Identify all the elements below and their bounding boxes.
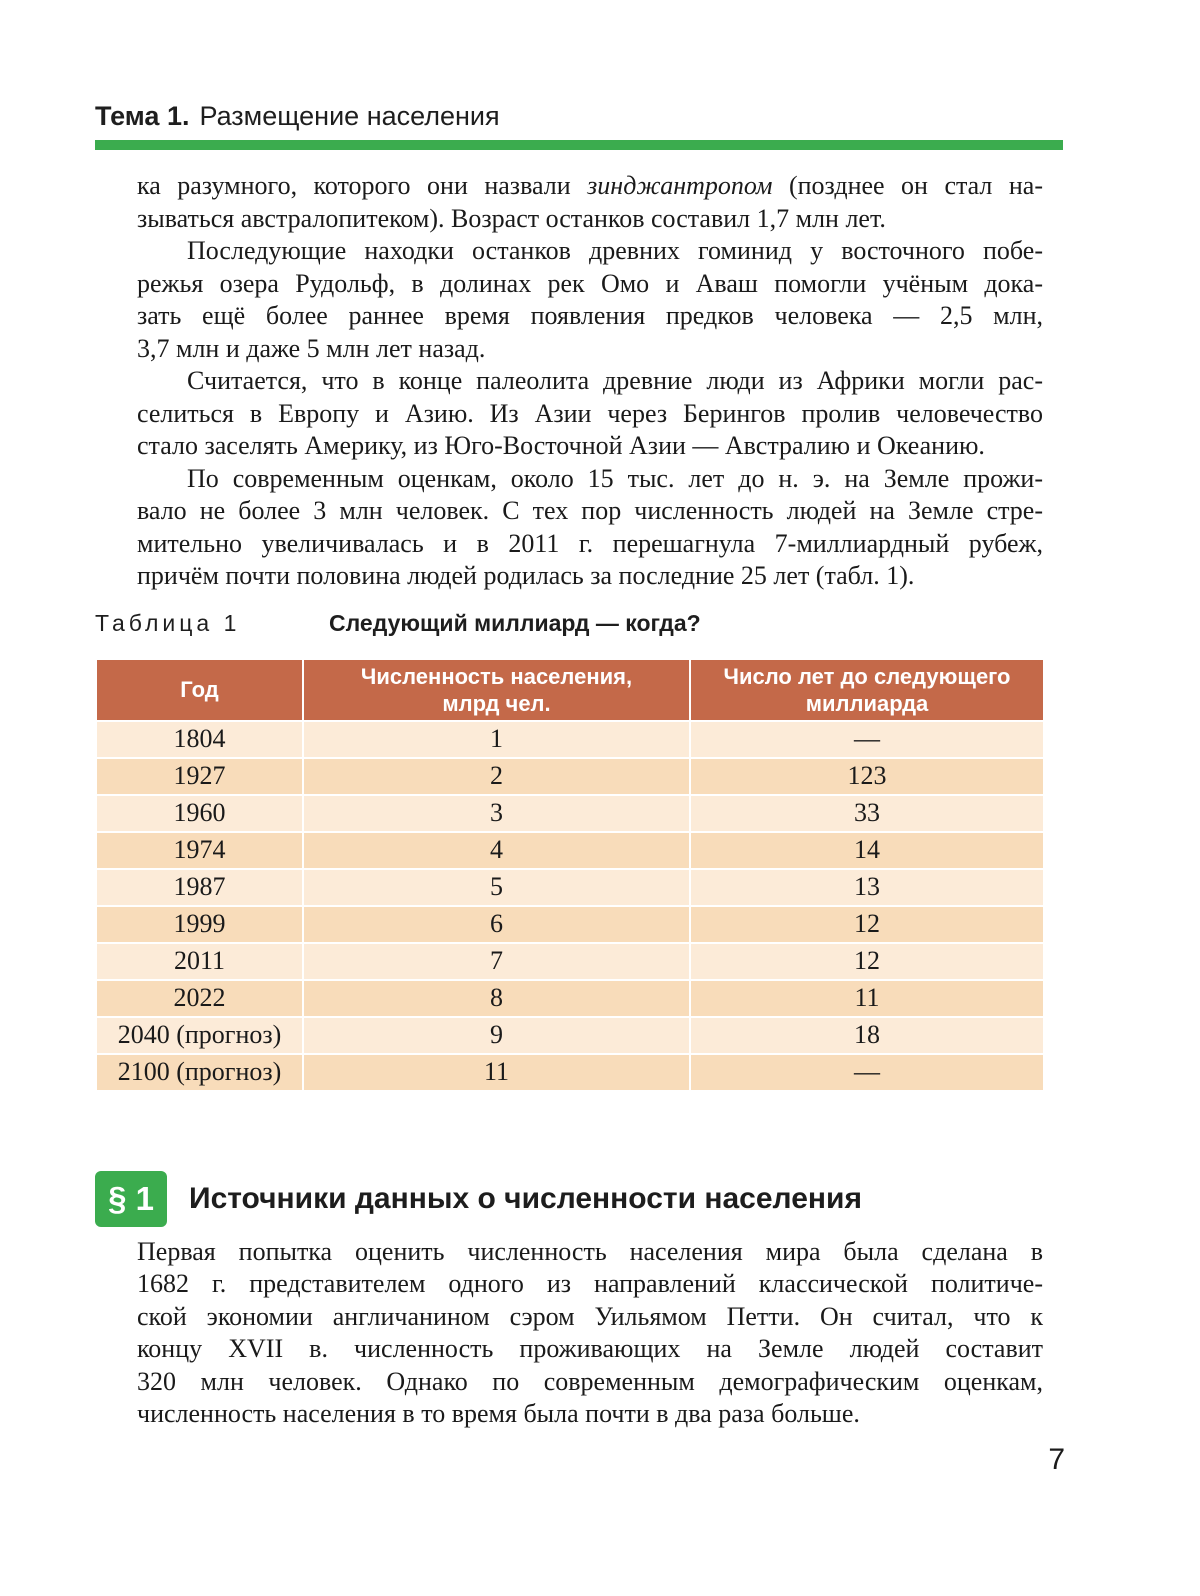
- text-segment: ской экономии англичанином сэром Уильямом Петти. Он считал, что к: [137, 1301, 1043, 1331]
- text-line: [137, 560, 1043, 593]
- text-segment: 3,7 млн и даже 5 млн лет назад.: [137, 333, 486, 363]
- text-line: [137, 333, 1043, 366]
- text-line: [137, 1268, 1043, 1301]
- text-segment: режья озера Рудольф, в долинах рек Омо и Аваш помогли учёным дока-: [137, 268, 1043, 298]
- topic-label: Тема 1.: [95, 101, 190, 131]
- year-cell: 2022: [96, 980, 303, 1017]
- population-cell: 7: [303, 943, 690, 980]
- years-to-next-cell: 12: [690, 906, 1044, 943]
- column-header-line: Число лет до следующего: [723, 663, 1011, 689]
- paragraph: [137, 365, 1043, 463]
- table-column-header: [303, 659, 690, 721]
- paragraph: [137, 1236, 1043, 1431]
- text-segment: Последующие находки останков древних гоминид у восточного побе-: [187, 236, 1043, 265]
- text-line: [137, 203, 1043, 236]
- text-segment: 1682 г. представителем одного из направлений классической политиче-: [137, 1269, 1043, 1298]
- years-to-next-cell: 123: [690, 758, 1044, 795]
- year-cell: 2040 (прогноз): [96, 1017, 303, 1054]
- table-row: [96, 869, 1044, 906]
- text-line: [137, 235, 1043, 268]
- population-cell: 8: [303, 980, 690, 1017]
- population-cell: 11: [303, 1054, 690, 1091]
- year-cell: 1999: [96, 906, 303, 943]
- table-row: [96, 980, 1044, 1017]
- table-body: [96, 721, 1044, 1091]
- column-header-line: млрд чел.: [442, 690, 551, 716]
- text-line: [137, 1236, 1043, 1269]
- text-line: [137, 1398, 1043, 1431]
- section-marker-badge: § 1: [95, 1171, 167, 1227]
- text-line: [137, 1333, 1043, 1366]
- table-row: [96, 721, 1044, 758]
- table-header-row: [96, 659, 1044, 721]
- population-cell: 2: [303, 758, 690, 795]
- years-to-next-cell: 13: [690, 869, 1044, 906]
- text-segment: Считается, что в конце палеолита древние люди из Африки могли рас-: [187, 366, 1043, 395]
- text-line: [137, 170, 1043, 203]
- text-line: [137, 398, 1043, 431]
- population-cell: 9: [303, 1017, 690, 1054]
- population-cell: 3: [303, 795, 690, 832]
- table-caption-title: Следующий миллиард — когда?: [329, 609, 701, 636]
- table-row: [96, 832, 1044, 869]
- text-line: [137, 365, 1043, 398]
- italic-term: зинджантропом: [587, 171, 773, 200]
- population-cell: 1: [303, 721, 690, 758]
- years-to-next-cell: —: [690, 721, 1044, 758]
- text-segment: селиться в Европу и Азию. Из Азии через Берингов пролив человечество: [137, 398, 1043, 428]
- paragraph: [137, 235, 1043, 365]
- years-to-next-cell: 18: [690, 1017, 1044, 1054]
- population-cell: 6: [303, 906, 690, 943]
- text-segment: 320 млн человек. Однако по современным демографическим оценкам,: [137, 1366, 1043, 1396]
- text-segment: (позднее он стал на-: [772, 171, 1043, 200]
- text-line: [137, 463, 1043, 496]
- text-segment: причём почти половина людей родилась за последние 25 лет (табл. 1).: [137, 561, 915, 590]
- text-segment: зать ещё более раннее время появления предков человека — 2,5 млн,: [137, 301, 1043, 330]
- year-cell: 1987: [96, 869, 303, 906]
- years-to-next-cell: —: [690, 1054, 1044, 1091]
- population-cell: 4: [303, 832, 690, 869]
- text-line: [137, 268, 1043, 301]
- year-cell: 2011: [96, 943, 303, 980]
- text-segment: стало заселять Америку, из Юго-Восточной Азии — Австралию и Океанию.: [137, 431, 985, 460]
- text-line: [137, 1366, 1043, 1399]
- year-cell: 2100 (прогноз): [96, 1054, 303, 1091]
- table-caption-label: Таблица 1: [95, 609, 241, 636]
- text-line: [137, 1301, 1043, 1334]
- text-segment: концу XVII в. численность проживающих на Земле людей составит: [137, 1334, 1043, 1363]
- table-row: [96, 795, 1044, 832]
- paragraph: [137, 463, 1043, 593]
- text-line: [137, 300, 1043, 333]
- table-row: [96, 1017, 1044, 1054]
- table-row: [96, 906, 1044, 943]
- section-text: [137, 1236, 1043, 1431]
- text-segment: Первая попытка оценить численность населения мира была сделана в: [137, 1236, 1043, 1266]
- text-segment: ка разумного, которого они назвали: [137, 171, 588, 200]
- text-segment: вало не более 3 млн человек. С тех пор численность людей на Земле стре-: [137, 496, 1043, 525]
- years-to-next-cell: 14: [690, 832, 1044, 869]
- section-heading: [95, 1171, 1200, 1227]
- page-number: 7: [1048, 1442, 1065, 1476]
- column-header-line: Численность населения,: [360, 663, 633, 689]
- text-segment: численность населения в то время была почти в два раза больше.: [137, 1399, 860, 1428]
- column-header-line: миллиарда: [805, 690, 929, 716]
- year-cell: 1974: [96, 832, 303, 869]
- body-text: [137, 170, 1043, 593]
- text-line: [137, 495, 1043, 528]
- table-column-header: [96, 659, 303, 721]
- table-caption: [95, 609, 1200, 637]
- text-line: [137, 430, 1043, 463]
- year-cell: 1804: [96, 721, 303, 758]
- text-segment: мительно увеличивалась и в 2011 г. перешагнула 7-миллиардный рубеж,: [137, 528, 1043, 558]
- years-to-next-cell: 33: [690, 795, 1044, 832]
- paragraph: [137, 170, 1043, 235]
- year-cell: 1960: [96, 795, 303, 832]
- section-title: Источники данных о численности населения: [189, 1181, 862, 1215]
- column-header-line: Год: [180, 677, 219, 702]
- topic-title: Размещение населения: [199, 101, 500, 131]
- population-table: [95, 658, 1045, 1092]
- running-head: [95, 100, 1063, 133]
- text-line: [137, 528, 1043, 561]
- table-column-header: [690, 659, 1044, 721]
- text-segment: зываться австралопитеком). Возраст останков составил 1,7 млн лет.: [137, 203, 886, 233]
- table-row: [96, 758, 1044, 795]
- year-cell: 1927: [96, 758, 303, 795]
- years-to-next-cell: 11: [690, 980, 1044, 1017]
- years-to-next-cell: 12: [690, 943, 1044, 980]
- header-rule: [95, 140, 1063, 150]
- population-cell: 5: [303, 869, 690, 906]
- table-row: [96, 943, 1044, 980]
- text-segment: По современным оценкам, около 15 тыс. лет до н. э. на Земле прожи-: [187, 463, 1043, 493]
- table-row: [96, 1054, 1044, 1091]
